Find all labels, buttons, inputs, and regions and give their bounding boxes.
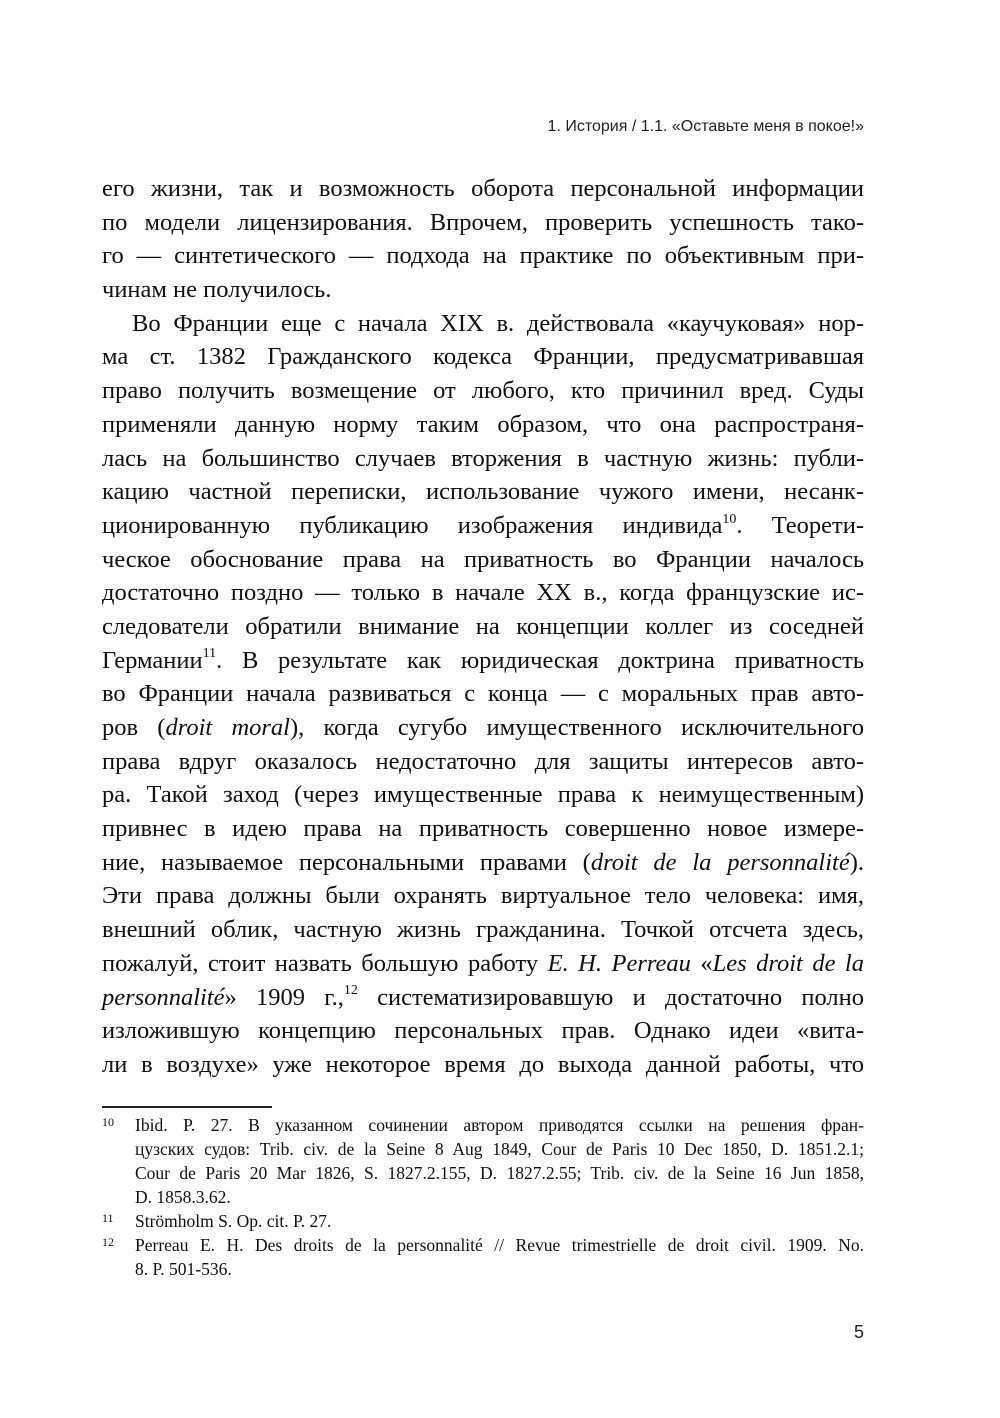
footnote-ref-12[interactable]: 12: [343, 983, 358, 999]
text-line: го — синтетического — подхода на практике по объективным при-: [102, 242, 864, 270]
text-line: ма ст. 1382 Гражданского кодекса Франции, предусматривавшая: [102, 343, 864, 371]
footnote-line: цузских судов: Trib. civ. de la Seine 8 Aug 1849, Cour de Paris 10 Dec 1850, D. 1851.2.1;: [135, 1139, 864, 1159]
text-line: [102, 846, 864, 880]
text-line: его жизни, так и возможность оборота персональной информации: [102, 175, 864, 202]
text-line: внешний облик, частную жизнь гражданина. Точкой отсчета здесь,: [102, 916, 864, 944]
text-run: Германии: [102, 646, 203, 674]
running-head: 1. История / 1.1. «Оставьте меня в покое!»: [547, 118, 864, 135]
text-run: ), когда сугубо имущественного исключительного: [289, 714, 864, 741]
footnotes: [102, 1113, 864, 1281]
text-line: чинам не получилось.: [102, 276, 332, 304]
text-run: «: [690, 949, 713, 977]
footnote-line: D. 1858.3.62.: [135, 1187, 231, 1207]
text-line: [102, 644, 864, 678]
italic-term: droit de la personnalité: [590, 848, 850, 876]
footnote-line: 8. P. 501-536.: [135, 1259, 232, 1279]
text-run: » 1909 г.,: [224, 983, 344, 1011]
text-line: [102, 947, 864, 981]
footnote-number: 11: [102, 1211, 114, 1225]
text-line: права вдруг оказалось недостаточно для защиты интересов авто-: [102, 747, 864, 775]
text-run: ционированную публикацию изображения индивида: [102, 511, 723, 539]
text-run: . Теорети-: [736, 511, 864, 539]
text-line: во Франции начала развиваться с конца — с моральных прав авто-: [102, 680, 864, 708]
text-line: по модели лицензирования. Впрочем, проверить успешность тако-: [102, 208, 864, 236]
main-text: [102, 172, 864, 1082]
text-line: следователи обратили внимание на концепции коллег из соседней: [102, 612, 864, 640]
text-line: лась на большинство случаев вторжения в частную жизнь: публи-: [102, 444, 864, 472]
footnote-ref-10[interactable]: 10: [722, 511, 737, 527]
text-run: пожалуй, стоит назвать большую работу: [102, 949, 548, 977]
footnote-11: [102, 1209, 864, 1233]
text-run: ).: [849, 848, 864, 876]
footnote-line: Ibid. P. 27. В указанном сочинении автором приводятся ссылки на решения фран-: [135, 1115, 864, 1135]
text-line: ра. Такой заход (через имущественные права к неимущественным): [102, 781, 864, 809]
footnote-number: 10: [102, 1115, 114, 1129]
footnote-12: [102, 1233, 864, 1281]
text-line: Во Франции еще с начала XIX в. действовала «каучуковая» нор-: [132, 309, 864, 337]
text-run: . В результате как юридическая доктрина приватность: [216, 646, 864, 674]
text-line: кацию частной переписки, использование чужого имени, несанк-: [102, 478, 864, 506]
text-line: Эти права должны были охранять виртуальное тело человека: имя,: [102, 882, 864, 910]
text-line: право получить возмещение от любого, кто причинил вред. Суды: [102, 377, 864, 405]
italic-term: droit moral: [165, 714, 290, 741]
text-run: ров (: [102, 714, 166, 741]
text-line: [102, 981, 864, 1015]
text-line: изложившую концепцию персональных прав. Однако идеи «вита-: [102, 1017, 864, 1045]
text-run: ние, называемое персональными правами (: [102, 848, 591, 876]
footnote-line: Cour de Paris 20 Mar 1826, S. 1827.2.155, D. 1827.2.55; Trib. civ. de la Seine 16 Jun 1858,: [135, 1163, 864, 1183]
text-line: [102, 711, 864, 745]
footnote-divider: [102, 1106, 272, 1108]
text-line: ческое обоснование права на приватность во Франции началось: [102, 545, 864, 573]
text-run: систематизировавшую и достаточно полно: [357, 983, 864, 1011]
text-line: ли в воздухе» уже некоторое время до выхода данной работы, что: [102, 1050, 864, 1078]
italic-author: E. H. Perreau: [547, 949, 691, 977]
footnote-10: [102, 1113, 864, 1209]
footnote-number: 12: [102, 1235, 114, 1249]
italic-title: personnalité: [102, 983, 225, 1011]
text-line: достаточно поздно — только в начале XX в., когда французские ис-: [102, 579, 864, 607]
text-line: применяли данную норму таким образом, что она распространя-: [102, 410, 864, 438]
text-line: [102, 509, 864, 543]
footnote-ref-11[interactable]: 11: [202, 646, 217, 662]
italic-title: Les droit de la: [712, 949, 864, 977]
footnote-line: Strömholm S. Op. cit. P. 27.: [135, 1211, 332, 1231]
footnote-line: Perreau E. H. Des droits de la personnalité // Revue trimestrielle de droit civil. 1909. No.: [135, 1235, 864, 1255]
text-line: привнес в идею права на приватность совершенно новое измере-: [102, 815, 864, 843]
page-number: 5: [853, 1322, 864, 1342]
